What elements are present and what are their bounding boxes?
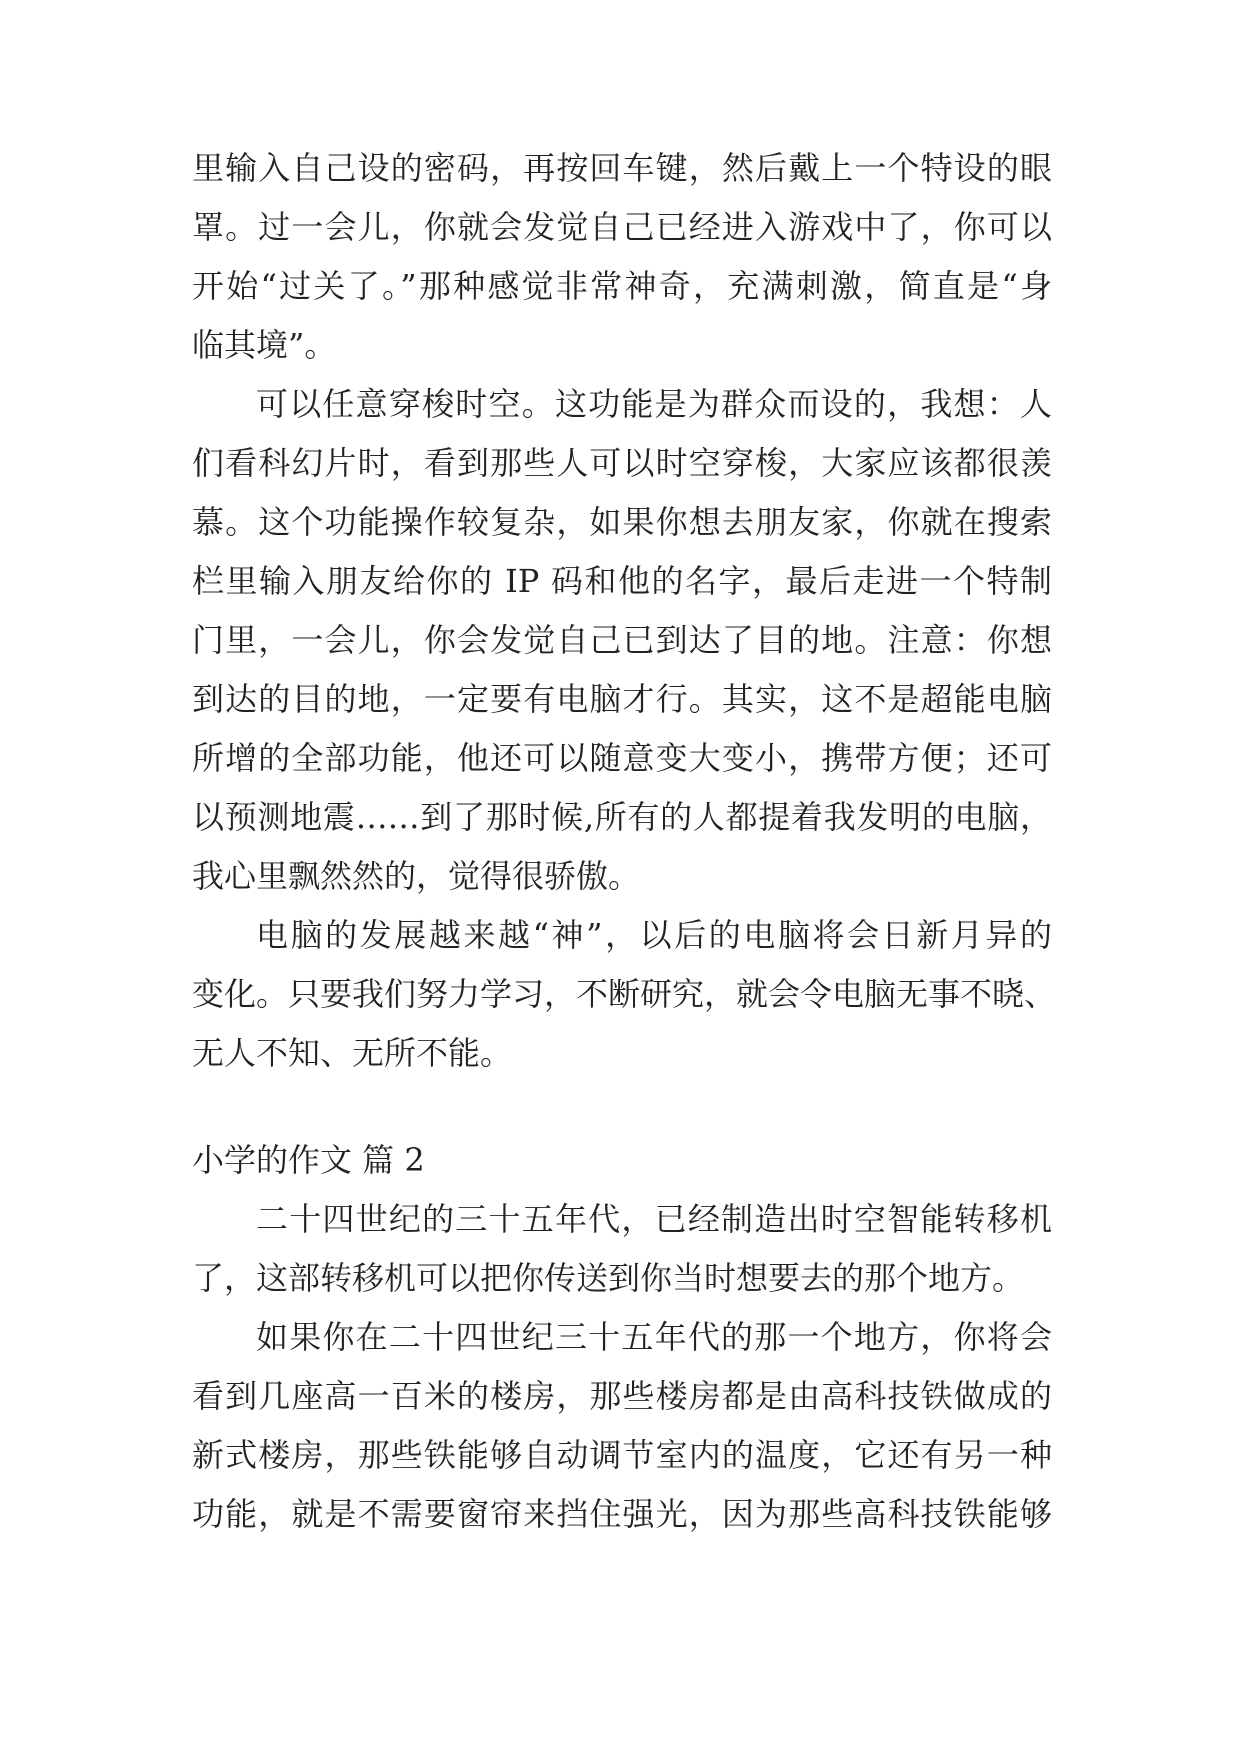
text-line: 我心里飘然然的，觉得很骄傲。 — [192, 857, 641, 895]
text-line: 开始“过关了。”那种感觉非常神奇，充满刺激，简直是“身 — [192, 267, 1052, 305]
text-line: 罩。过一会儿，你就会发觉自己已经进入游戏中了，你可以 — [192, 208, 1052, 246]
text-line: 栏里输入朋友给你的 IP 码和他的名字，最后走进一个特制 — [192, 562, 1052, 600]
text-line: 到达的目的地，一定要有电脑才行。其实，这不是超能电脑 — [192, 680, 1052, 718]
text-line: 无人不知、无所不能。 — [192, 1034, 513, 1072]
section-heading: 小学的作文 篇 2 — [192, 1141, 425, 1179]
text-line: 可以任意穿梭时空。这功能是为群众而设的，我想：人 — [256, 385, 1052, 423]
text-line: 看到几座高一百米的楼房，那些楼房都是由高科技铁做成的 — [192, 1377, 1052, 1415]
text-line: 临其境”。 — [192, 326, 337, 364]
text-line: 了，这部转移机可以把你传送到你当时想要去的那个地方。 — [192, 1259, 1025, 1297]
text-line: 新式楼房，那些铁能够自动调节室内的温度，它还有另一种 — [192, 1436, 1052, 1474]
text-line: 变化。只要我们努力学习，不断研究，就会令电脑无事不晓、 — [192, 975, 1057, 1013]
text-line: 功能，就是不需要窗帘来挡住强光，因为那些高科技铁能够 — [192, 1495, 1052, 1533]
text-line: 们看科幻片时，看到那些人可以时空穿梭，大家应该都很羡 — [192, 444, 1052, 482]
text-line: 门里，一会儿，你会发觉自己已到达了目的地。注意：你想 — [192, 621, 1052, 659]
text-line: 所增的全部功能，他还可以随意变大变小，携带方便；还可 — [192, 739, 1052, 777]
text-line: 电脑的发展越来越“神”，以后的电脑将会日新月异的 — [256, 916, 1052, 954]
text-line: 里输入自己设的密码，再按回车键，然后戴上一个特设的眼 — [192, 149, 1052, 187]
text-line: 慕。这个功能操作较复杂，如果你想去朋友家，你就在搜索 — [192, 503, 1052, 541]
text-line: 如果你在二十四世纪三十五年代的那一个地方，你将会 — [256, 1318, 1052, 1356]
text-line: 以预测地震……到了那时候,所有的人都提着我发明的电脑， — [192, 798, 1052, 836]
text-line: 二十四世纪的三十五年代，已经制造出时空智能转移机 — [256, 1200, 1052, 1238]
